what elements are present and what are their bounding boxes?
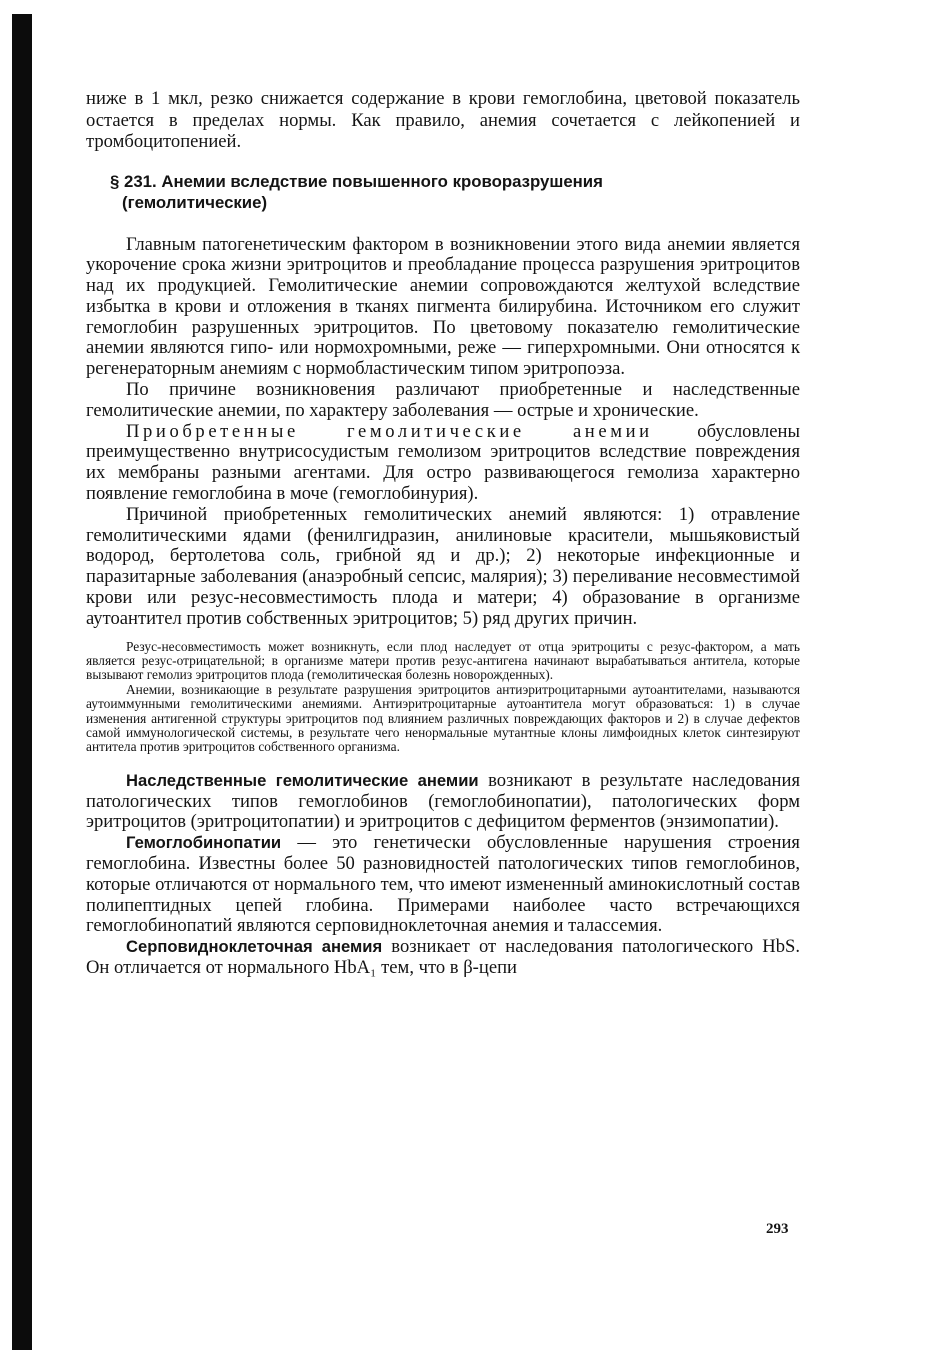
term-acquired: Приобретенные гемолитические анемии (126, 420, 653, 442)
paragraph-classification: По причине возникновения различают приобретенные и наследственные гемолитические анемии, по характеру заболевания — острые и хронические. (86, 379, 800, 421)
section-title-line2: (гемолитические) (122, 192, 268, 212)
note-rhesus: Резус-несовместимость может возникнуть, если плод наследует от отца эритроциты с резус-фактором, а мать является резус-отрицательной; в организме матери против резус-антигена начинают вырабатываться антитела, которые вызывают гемолиз эритроцитов плода (гемолитическая болезнь новорожденных). (86, 638, 800, 683)
term-hereditary: Наследственные гемолитические анемии (126, 770, 479, 790)
paragraph-causes: Причиной приобретенных гемолитических анемий являются: 1) отравление гемолитическими ядами (фенилгидразин, анилиновые красители, мышьяковистый водород, бертолетова соль, грибной яд и др.); 2) некоторые инфекционные и паразитарные заболевания (анаэробный сепсис, малярия); 3) переливание несовместимой крови или резус-несовместимость плода и матери; 4) образование в организме аутоантител против собственных эритроцитов; 5) ряд других причин. (86, 503, 800, 629)
paragraph-hemoglobinopathies (86, 833, 800, 937)
binding-edge (12, 14, 32, 1350)
paragraph-pathogenesis: Главным патогенетическим фактором в возникновении этого вида анемии является укорочение срока жизни эритроцитов и преобладание процесса разрушения эритроцитов над их продукцией. Гемолитические анемии сопровождаются желтухой вследствие избытка в крови и отложения в тканях пигмента билирубина. Источником его служит гемоглобин разрушенных эритроцитов. По цветовому показателю гемолитические анемии являются гипо- или нормохромными, реже — гиперхромными. Они относятся к регенераторным анемиям с нормобластическим типом эритропоэза. (86, 233, 800, 380)
paragraph-hereditary-text: возникают в результате наследования патологических типов гемоглобинов (гемоглобинопатии), патологических форм эритроцитов (эритроцитопатии) и эритроцитов с дефицитом ферментов (энзимопатии). (86, 769, 800, 833)
paragraph-hemoglobinopathies-text: — это генетически обусловленные нарушения строения гемоглобина. Известны более 50 разновидностей патологических типов гемоглобинов, которые отличаются от нормального тем, что имеют измененный аминокислотный состав полипептидных цепей глобина. Примерами наиболее часто встречающихся гемоглобинопатий являются серповидноклеточная анемия и талассемия. (86, 832, 800, 937)
section-number: § 231. (110, 171, 157, 191)
term-sickle-cell: Серповидноклеточная анемия (126, 937, 383, 957)
paragraph-acquired-text: обусловлены преимущественно внутрисосудистым гемолизом эритроцитов вследствие повреждения их мембраны разными агентами. Для остро развивающегося гемолиза характерно появление гемоглобина в моче (гемоглобинурия). (86, 420, 800, 505)
section-heading (110, 171, 800, 213)
paragraph-acquired (86, 422, 800, 505)
paragraph-sickle-cell-text: возникает от наследования патологического HbS. Он отличается от нормального HbA₁ тем, что в β-цепи (86, 936, 800, 979)
book-page (86, 88, 800, 979)
section-title-line1: Анемии вследствие повышенного кроворазрушения (161, 171, 603, 191)
paragraph-hereditary (86, 771, 800, 833)
page-number: 293 (766, 1221, 789, 1237)
paragraph-sickle-cell (86, 937, 800, 979)
intro-paragraph: ниже в 1 мкл, резко снижается содержание в крови гемоглобина, цветовой показатель остается в пределах нормы. Как правило, анемия сочетается с лейкопенией и тромбоцитопенией. (86, 88, 800, 152)
note-autoimmune: Анемии, возникающие в результате разрушения эритроцитов антиэритроцитарными аутоантителами, называются аутоиммунными гемолитическими анемиями. Антиэритроцитарные аутоантитела могут образоваться: 1) в случае изменения антигенной структуры эритроцитов под влиянием различных повреждающих факторов и 2) в случае дефектов самой иммунологической системы, в результате чего ненормальные мутантные клоны лимфоидных клеток синтезируют антитела против эритроцитов собственного организма. (86, 681, 800, 755)
term-hemoglobinopathies: Гемоглобинопатии (126, 833, 282, 853)
